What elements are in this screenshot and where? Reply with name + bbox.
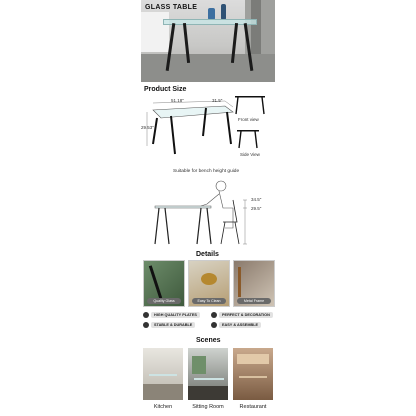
detail-image-clean xyxy=(188,260,230,307)
cabinet xyxy=(141,12,169,52)
width-dimension: 51.18" xyxy=(171,98,184,103)
floor xyxy=(141,54,275,82)
bench-height-a: 34.5" xyxy=(251,197,262,202)
feature-assemble: EASY & ASSEMBLE xyxy=(211,321,261,329)
scene-label-sitting-room: Sitting Room xyxy=(192,404,224,410)
depth-dimension: 31.5" xyxy=(212,98,223,103)
vase xyxy=(221,4,226,20)
bench-height-diagram xyxy=(141,178,275,248)
size-diagram xyxy=(141,96,275,176)
detail-caption: Metal Frame xyxy=(237,298,271,304)
scene-image-kitchen xyxy=(143,348,183,400)
wrench-icon xyxy=(211,322,217,328)
height-dimension: 29.53" xyxy=(141,125,154,130)
detail-image-frame xyxy=(233,260,275,307)
bench-height-b: 29.5" xyxy=(251,206,262,211)
hero-title: GLASS TABLE xyxy=(145,4,198,11)
scene-label-kitchen: Kitchen xyxy=(153,404,173,410)
curtain xyxy=(251,0,261,58)
product-listing-strip xyxy=(141,0,275,416)
scene-image-sitting-room xyxy=(188,348,228,400)
details-heading: Details xyxy=(196,251,219,258)
detail-image-glass xyxy=(143,260,185,307)
scenes-heading: Scenes xyxy=(196,337,221,344)
feature-quality-plates: HIGH QUALITY PLATES xyxy=(143,311,200,319)
front-view-label: Front view xyxy=(238,117,259,122)
scene-image-restaurant xyxy=(233,348,273,400)
feature-decoration: PERFECT & DECORATION xyxy=(211,311,273,319)
detail-caption: Easy To Clean xyxy=(192,298,226,304)
product-size-heading: Product Size xyxy=(144,86,187,93)
detail-caption: Quality Glass xyxy=(147,298,181,304)
scene-label-restaurant: Restaurant xyxy=(239,404,267,410)
shield-icon xyxy=(143,322,149,328)
side-view-label: Side View xyxy=(240,152,260,157)
bench-guide-caption: Suitable for bench height guide xyxy=(173,169,240,174)
feature-stable: STABLE & DURABLE xyxy=(143,321,195,329)
badge-icon xyxy=(143,312,149,318)
star-icon xyxy=(211,312,217,318)
hero-image xyxy=(141,0,275,82)
